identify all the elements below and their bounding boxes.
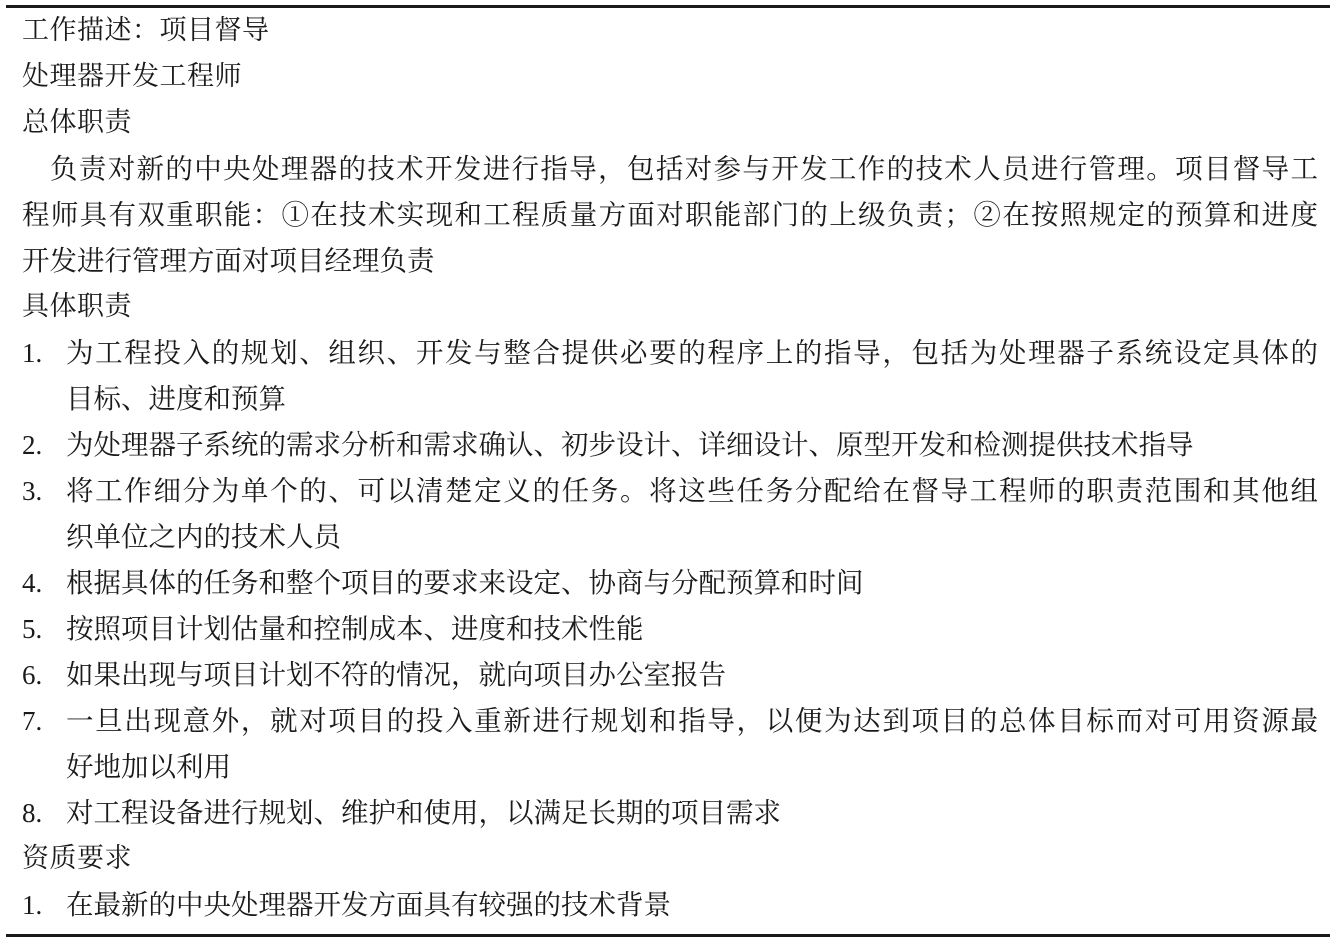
list-item-number: 6. (22, 660, 43, 690)
list-item-text: 将工作细分为单个的、可以清楚定义的任务。将这些任务分配给在督导工程师的职责范围和其他组 (66, 475, 1318, 507)
list-item-text: 织单位之内的技术人员 (66, 521, 341, 553)
list-item-number: 3. (22, 476, 43, 506)
paragraph-line: 开发进行管理方面对项目经理负责 (22, 245, 435, 277)
list-item-number: 4. (22, 568, 43, 598)
list-item-text: 为处理器子系统的需求分析和需求确认、初步设计、详细设计、原型开发和检测提供技术指导 (66, 429, 1194, 461)
list-item-number: 5. (22, 614, 43, 644)
list-item-text: 为工程投入的规划、组织、开发与整合提供必要的程序上的指导，包括为处理器子系统设定具体的 (66, 337, 1318, 369)
list-item-text: 对工程设备进行规划、维护和使用，以满足长期的项目需求 (66, 797, 781, 829)
qualification-heading: 资质要求 (22, 843, 132, 874)
paragraph-line: 程师具有双重职能：①在技术实现和工程质量方面对职能部门的上级负责；②在按照规定的预算和进度 (22, 199, 1318, 231)
list-item-text: 按照项目计划估量和控制成本、进度和技术性能 (66, 613, 644, 645)
specific-responsibility-heading: 具体职责 (22, 291, 132, 322)
document-title: 工作描述：项目督导 (22, 15, 270, 46)
overall-responsibility-heading: 总体职责 (22, 107, 132, 138)
list-item-text: 好地加以利用 (66, 751, 231, 783)
list-item-number: 1. (22, 890, 43, 920)
list-item-text: 根据具体的任务和整个项目的要求来设定、协商与分配预算和时间 (66, 567, 864, 599)
list-item-text: 如果出现与项目计划不符的情况，就向项目办公室报告 (66, 659, 726, 691)
list-item-text: 目标、进度和预算 (66, 383, 286, 415)
list-item-number: 1. (22, 338, 43, 368)
list-item-number: 8. (22, 798, 43, 828)
job-title: 处理器开发工程师 (22, 61, 242, 92)
list-item-number: 7. (22, 706, 43, 736)
list-item-text: 一旦出现意外，就对项目的投入重新进行规划和指导，以便为达到项目的总体目标而对可用资源最 (66, 705, 1318, 737)
job-description-document (6, 5, 1330, 937)
paragraph-line: 负责对新的中央处理器的技术开发进行指导，包括对参与开发工作的技术人员进行管理。项目督导工 (50, 153, 1318, 185)
list-item-number: 2. (22, 430, 43, 460)
list-item-text: 在最新的中央处理器开发方面具有较强的技术背景 (66, 889, 671, 921)
